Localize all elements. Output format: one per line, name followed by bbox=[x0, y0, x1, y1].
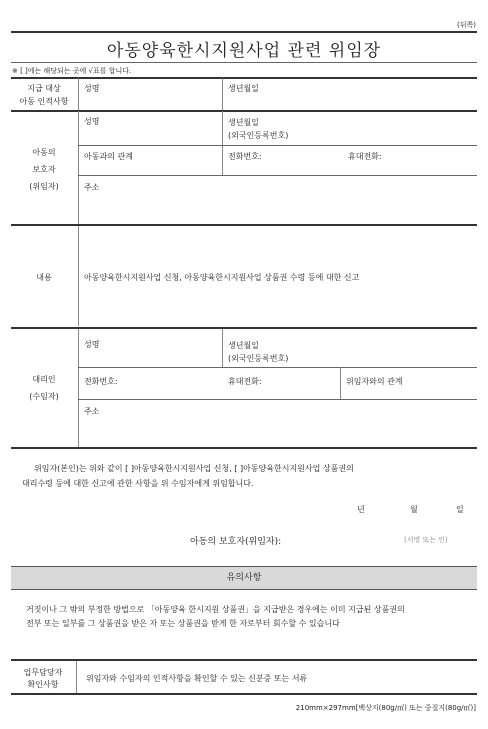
agent-section-label bbox=[11, 371, 77, 405]
section-rule bbox=[11, 447, 477, 449]
recipient-section-label bbox=[11, 82, 77, 108]
divider bbox=[78, 78, 79, 110]
delegation-line1: 위임자(본인)는 위와 같이 [ ]아동양육한시지원사업 신청, [ ]아동양육한시지원사업 상품권의 bbox=[34, 464, 354, 473]
caution-line1: 거짓이나 그 밖의 부정한 방법으로 「아동양육 한시지원 상품권」을 지급받은 경우에는 이미 지급된 상품권의 bbox=[26, 605, 405, 614]
divider bbox=[78, 111, 79, 224]
guardian-label-line3: (위임자) bbox=[29, 182, 59, 191]
guardian-label-line2: 보호자 bbox=[32, 165, 56, 174]
officer-top-rule bbox=[11, 659, 477, 661]
section-rule bbox=[11, 110, 477, 112]
guardian-section-label bbox=[11, 144, 77, 195]
officer-section-label bbox=[11, 667, 75, 691]
guardian-address-field[interactable]: 주소 bbox=[84, 183, 100, 192]
agent-mobile-field[interactable]: 휴대전화: bbox=[228, 377, 262, 386]
agent-relation-field[interactable]: 위임자와의 관계 bbox=[346, 377, 403, 386]
agent-label-line2: (수임자) bbox=[29, 392, 59, 401]
date-month[interactable]: 월 bbox=[410, 505, 418, 514]
date-day[interactable]: 일 bbox=[456, 505, 464, 514]
guardian-label-line1: 아동의 bbox=[32, 148, 56, 157]
guardian-mobile-field[interactable]: 휴대전화: bbox=[348, 152, 382, 161]
officer-check-text: 위임자와 수임자의 인적사항을 확인할 수 있는 신분증 또는 서류 bbox=[86, 674, 308, 683]
title-rule bbox=[11, 62, 477, 63]
agent-label-line1: 대리인 bbox=[32, 375, 56, 384]
caution-title: 유의사항 bbox=[226, 573, 262, 583]
guardian-name-field[interactable]: 성명 bbox=[84, 117, 100, 126]
agent-address-field[interactable]: 주소 bbox=[84, 407, 100, 416]
divider bbox=[222, 111, 223, 175]
row-rule bbox=[78, 175, 477, 176]
recipient-label-line2: 아동 인적사항 bbox=[19, 97, 69, 106]
page-title: 아동양육한시지원사업 관련 위임장 bbox=[106, 41, 382, 61]
officer-bottom-rule bbox=[11, 693, 477, 695]
delegation-line2: 대리수령 등에 대한 신고에 관한 사항을 위 수임자에게 위임합니다. bbox=[22, 479, 254, 488]
recipient-label-line1: 지급 대상 bbox=[27, 84, 61, 93]
row-rule bbox=[78, 399, 477, 400]
officer-label-line2: 확인사항 bbox=[27, 680, 59, 689]
caution-header bbox=[11, 566, 477, 590]
divider bbox=[222, 329, 223, 367]
divider bbox=[340, 367, 341, 399]
row-rule bbox=[78, 145, 477, 146]
signer-label: 아동의 보호자(위임자): bbox=[190, 537, 282, 547]
section-rule bbox=[11, 327, 477, 329]
agent-birth-label: 생년월일 bbox=[228, 341, 259, 350]
checkbox-note: ※ [ ]에는 해당되는 곳에 √표를 합니다. bbox=[12, 67, 132, 75]
agent-phone-field[interactable]: 전화번호: bbox=[84, 377, 118, 386]
content-label: 내용 bbox=[36, 273, 52, 282]
guardian-birth-label: 생년월일 bbox=[228, 118, 259, 127]
top-rule bbox=[11, 31, 477, 33]
caution-line2: 전부 또는 일부를 그 상품권을 받은 자 또는 상품권을 받게 한 자로부터 회수할 수 있습니다 bbox=[26, 619, 340, 628]
agent-birth-sublabel: (외국인등록번호) bbox=[228, 354, 289, 363]
date-year[interactable]: 년 bbox=[357, 505, 365, 514]
recipient-name-field[interactable]: 성명 bbox=[84, 84, 100, 93]
caution-text bbox=[26, 603, 405, 631]
content-text: 아동양육한시지원사업 신청, 아동양육한시지원사업 상품권 수령 등에 대한 신고 bbox=[84, 273, 360, 282]
divider bbox=[76, 661, 77, 693]
recipient-birth-field[interactable]: 생년월일 bbox=[228, 84, 259, 93]
agent-name-field[interactable]: 성명 bbox=[84, 340, 100, 349]
officer-label-line1: 업무담당자 bbox=[23, 668, 63, 677]
guardian-relation-field[interactable]: 아동과의 관계 bbox=[84, 152, 133, 161]
guardian-birth-sublabel: (외국인등록번호) bbox=[228, 131, 289, 140]
paper-spec: 210mm×297mm[백상지(80g/㎡) 또는 중질지(80g/㎡)] bbox=[295, 704, 476, 712]
divider bbox=[78, 329, 79, 447]
delegation-statement bbox=[22, 461, 354, 491]
divider bbox=[222, 78, 223, 110]
page-side-tag: (뒤쪽) bbox=[457, 21, 476, 29]
row-rule bbox=[78, 367, 477, 368]
signature-field[interactable]: (서명 또는 인) bbox=[404, 536, 448, 544]
agent-birth-field[interactable] bbox=[228, 339, 288, 365]
guardian-phone-field[interactable]: 전화번호: bbox=[228, 152, 262, 161]
divider bbox=[78, 226, 79, 326]
section-rule bbox=[11, 224, 477, 226]
guardian-birth-field[interactable] bbox=[228, 116, 288, 142]
table-top-rule bbox=[11, 77, 477, 79]
